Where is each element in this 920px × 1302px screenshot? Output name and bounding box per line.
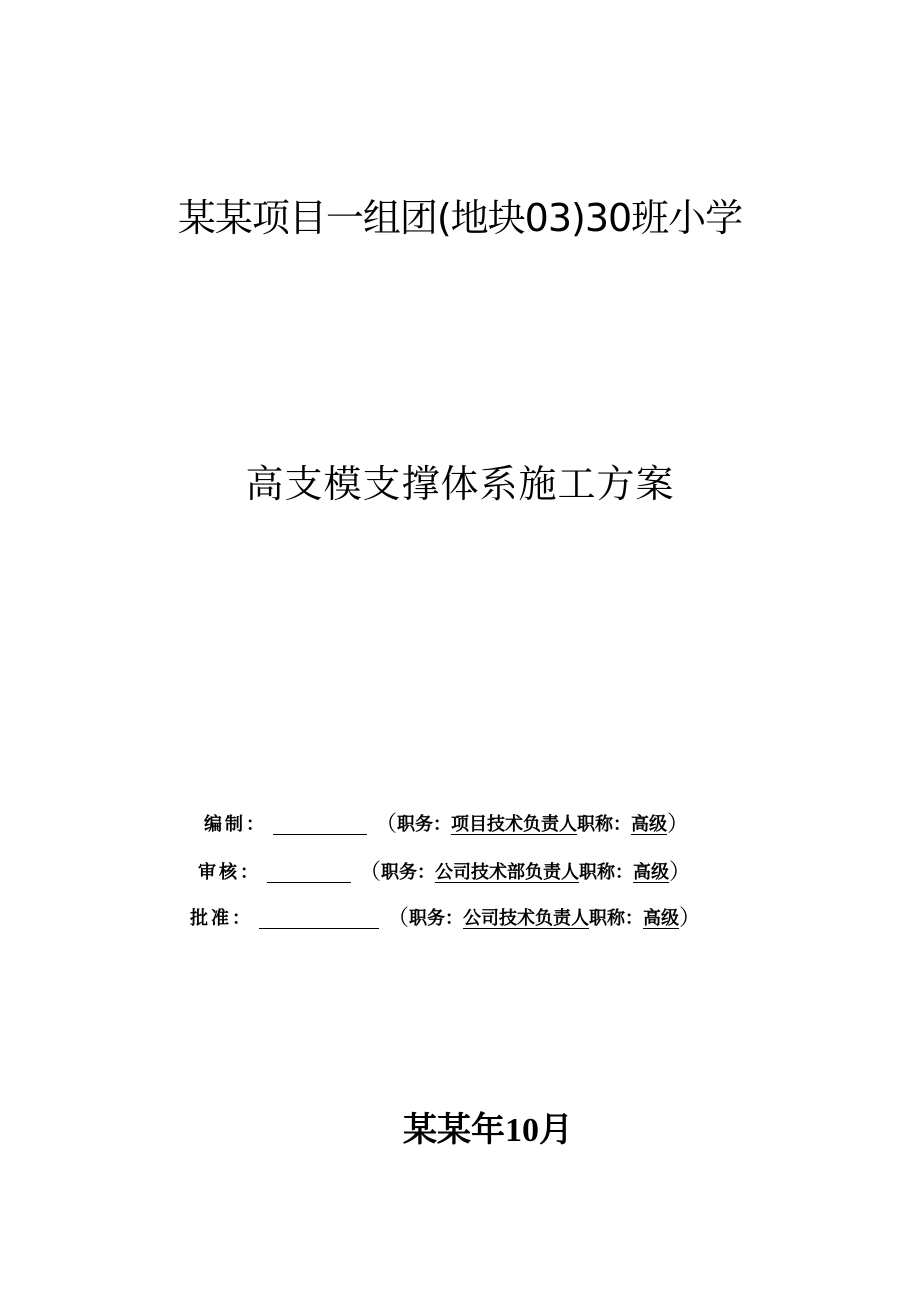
- open-paren: （: [375, 812, 398, 837]
- close-paren: ）: [669, 860, 692, 885]
- title-label: 职称：: [589, 908, 644, 929]
- title-label: 职称：: [577, 814, 632, 835]
- signature-blank: [267, 860, 351, 883]
- position-value: 公司技术部负责人: [435, 862, 580, 883]
- role-label: 编制：: [204, 814, 267, 835]
- document-date: 某某年10月: [403, 1112, 573, 1149]
- signature-row-compiled: [204, 806, 689, 838]
- title-label: 职称：: [579, 862, 634, 883]
- title-value: 高级: [633, 862, 670, 883]
- position-value: 公司技术负责人: [463, 908, 590, 929]
- close-paren: ）: [667, 812, 690, 837]
- role-label: 批准：: [190, 908, 253, 929]
- open-paren: （: [387, 906, 410, 931]
- position-label: 职务：: [381, 862, 436, 883]
- position-label: 职务：: [409, 908, 464, 929]
- position-value: 项目技术负责人: [451, 814, 578, 835]
- project-title: 某某项目一组团(地块03)30班小学: [177, 196, 743, 240]
- signature-blank: [273, 812, 367, 835]
- title-value: 高级: [631, 814, 668, 835]
- signature-row-reviewed: [198, 854, 691, 886]
- signature-row-approved: [190, 900, 701, 932]
- position-label: 职务：: [397, 814, 452, 835]
- close-paren: ）: [679, 906, 702, 931]
- open-paren: （: [359, 860, 382, 885]
- signature-blank: [259, 906, 379, 929]
- document-title: 高支模支撑体系施工方案: [245, 462, 675, 506]
- title-value: 高级: [643, 908, 680, 929]
- role-label: 审核：: [198, 862, 261, 883]
